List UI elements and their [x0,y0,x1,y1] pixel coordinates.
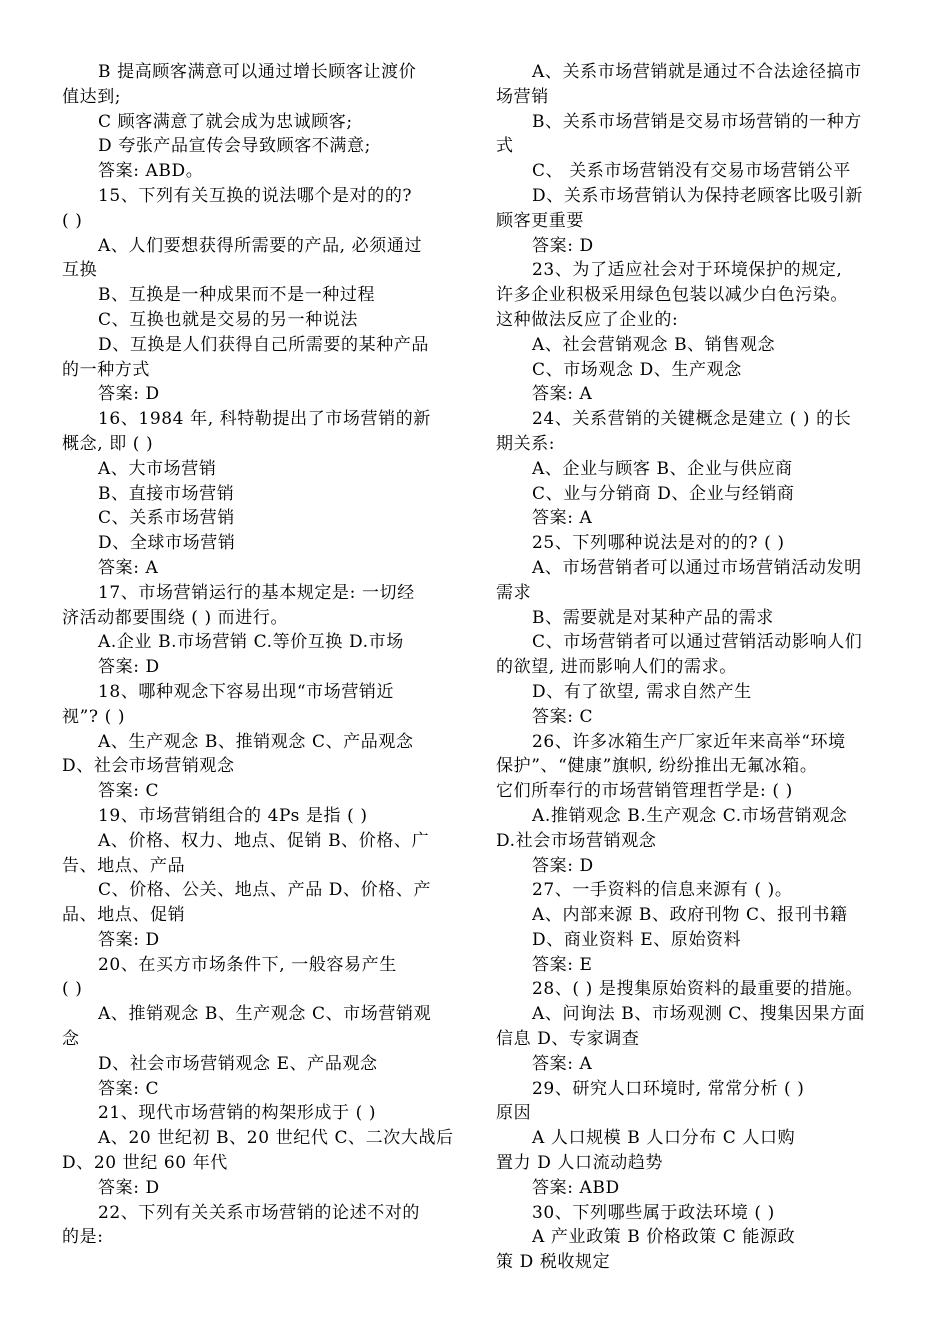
text-line: 17、市场营销运行的基本规定是: 一切经 [98,582,415,603]
text-line: 30、下列哪些属于政法环境 ( ) [532,1202,775,1223]
text-line: 保护”、“健康”旗帜, 纷纷推出无氟冰箱。 [496,756,818,777]
text-line: 需求 [496,582,532,603]
text-line: 答案: A [532,1053,593,1074]
text-line: A、生产观念 B、推销观念 C、产品观念 [98,731,414,752]
text-line: 的一种方式 [62,359,150,380]
text-line: 18、哪种观念下容易出现“市场营销近 [98,681,395,702]
text-line: 答案: D [98,929,160,950]
text-line: 23、为了适应社会对于环境保护的规定, [532,260,843,281]
text-line: 这种做法反应了企业的: [496,309,679,330]
text-line: D、20 世纪 60 年代 [62,1153,228,1174]
text-line: 答案: D [98,384,160,405]
text-line: 25、下列哪种说法是对的的? ( ) [532,533,785,554]
text-line: C 顾客满意了就会成为忠诚顾客; [98,111,353,132]
text-line: 20、在买方市场条件下, 一般容易产生 [98,954,397,975]
text-line: 概念, 即 ( ) [62,433,154,454]
text-line: 答案: A [532,384,593,405]
text-line: 答案: ABD [532,1177,620,1198]
text-line: 21、现代市场营销的构架形成于 ( ) [98,1103,377,1124]
text-line: 品、地点、促销 [62,905,186,926]
text-line: A、大市场营销 [98,458,217,479]
text-line: 28、( ) 是搜集原始资料的最重要的措施。 [532,979,863,1000]
text-line: 视”? ( ) [62,706,126,727]
text-line: 许多企业积极采用绿色包装以减少白色污染。 [496,285,848,306]
text-line: D、社会市场营销观念 [62,756,235,777]
text-line: 念 [62,1029,80,1050]
text-line: 答案: ABD。 [98,161,204,182]
text-line: 式 [496,136,514,157]
text-line: A 人口规模 B 人口分布 C 人口购 [532,1128,796,1149]
text-line: 答案: C [532,706,594,727]
text-line: C、关系市场营销 [98,508,235,529]
text-line: C、市场营销者可以通过营销活动影响人们 [532,632,863,653]
text-line: 济活动都要围绕 ( ) 而进行。 [62,607,289,628]
text-line: 19、市场营销组合的 4Ps 是指 ( ) [98,805,368,826]
text-line: 26、许多冰箱生产厂家近年来高举“环境 [532,731,846,752]
text-line: 答案: E [532,954,593,975]
text-line: 置力 D 人口流动趋势 [496,1153,664,1174]
text-line: D、关系市场营销认为保持老顾客比吸引新 [532,185,864,206]
text-line: C、互换也就是交易的另一种说法 [98,309,359,330]
text-line: A、社会营销观念 B、销售观念 [532,334,776,355]
text-line: D、社会市场营销观念 E、产品观念 [98,1053,378,1074]
text-line: 答案: A [532,508,593,529]
text-line: C、 关系市场营销没有交易市场营销公平 [532,161,851,182]
text-line: 的欲望, 进而影响人们的需求。 [496,657,737,678]
text-line: D、有了欲望, 需求自然产生 [532,681,752,702]
text-line: 27、一手资料的信息来源有 ( )。 [532,880,793,901]
text-line: 的是: [62,1227,104,1248]
text-line: C、市场观念 D、生产观念 [532,359,742,380]
text-line: D、商业资料 E、原始资料 [532,929,742,950]
text-line: 16、1984 年, 科特勒提出了市场营销的新 [98,409,431,430]
text-line: 答案: D [532,235,594,256]
text-line: A、推销观念 B、生产观念 C、市场营销观 [98,1004,432,1025]
text-line: B、直接市场营销 [98,483,235,504]
text-line: 顾客更重要 [496,210,584,231]
text-line: 互换 [62,260,98,281]
text-line: 答案: C [98,781,160,802]
text-line: D、全球市场营销 [98,533,236,554]
text-line: C、业与分销商 D、企业与经销商 [532,483,795,504]
text-line: B 提高顾客满意可以通过增长顾客让渡价 [98,62,417,82]
text-line: D、互换是人们获得自己所需要的某种产品 [98,334,430,355]
text-line: C、价格、公关、地点、产品 D、价格、产 [98,880,432,901]
text-line: 期关系: [496,433,556,454]
text-line: A.推销观念 B.生产观念 C.市场营销观念 [532,805,848,826]
text-line: A、市场营销者可以通过市场营销活动发明 [532,557,862,578]
text-line: D.社会市场营销观念 [496,830,657,851]
right-column [496,60,890,1275]
text-line: B、互换是一种成果而不是一种过程 [98,285,376,306]
text-line: 答案: D [98,657,160,678]
text-line: ( ) [62,979,83,1000]
text-line: A、人们要想获得所需要的产品, 必须通过 [98,235,423,256]
text-line: 24、关系营销的关键概念是建立 ( ) 的长 [532,409,852,430]
text-line: 答案: D [98,1177,160,1198]
text-line: A、关系市场营销就是通过不合法途径搞市 [532,62,862,82]
text-line: A、内部来源 B、政府刊物 C、报刊书籍 [532,905,848,926]
text-line: A、问询法 B、市场观测 C、搜集因果方面 [532,1004,866,1025]
text-line: 答案: C [98,1078,160,1099]
text-line: 信息 D、专家调查 [496,1029,640,1050]
text-line: A 产业政策 B 价格政策 C 能源政 [532,1227,796,1248]
left-column [62,60,456,1250]
text-line: A、20 世纪初 B、20 世纪代 C、二次大战后 [98,1128,454,1149]
text-line: 15、下列有关互换的说法哪个是对的的? [98,185,413,206]
text-line: 29、研究人口环境时, 常常分析 ( ) [532,1078,805,1099]
text-line: D 夸张产品宣传会导致顾客不满意; [98,136,371,157]
text-line: 原因 [496,1103,532,1124]
text-line: ( ) [62,210,83,231]
text-line: 告、地点、产品 [62,855,186,876]
text-line: 值达到; [62,86,122,107]
text-line: A、企业与顾客 B、企业与供应商 [532,458,793,479]
text-line: A、价格、权力、地点、促销 B、价格、广 [98,830,430,851]
text-line: A.企业 B.市场营销 C.等价互换 D.市场 [98,632,404,653]
text-line: 答案: D [532,855,594,876]
text-line: 答案: A [98,557,159,578]
text-line: 策 D 税收规定 [496,1252,611,1273]
text-line: 22、下列有关关系市场营销的论述不对的 [98,1202,421,1223]
text-line: 它们所奉行的市场营销管理哲学是: ( ) [496,781,793,802]
text-line: B、关系市场营销是交易市场营销的一种方 [532,111,862,132]
text-line: B、需要就是对某种产品的需求 [532,607,774,628]
text-line: 场营销 [496,86,549,107]
